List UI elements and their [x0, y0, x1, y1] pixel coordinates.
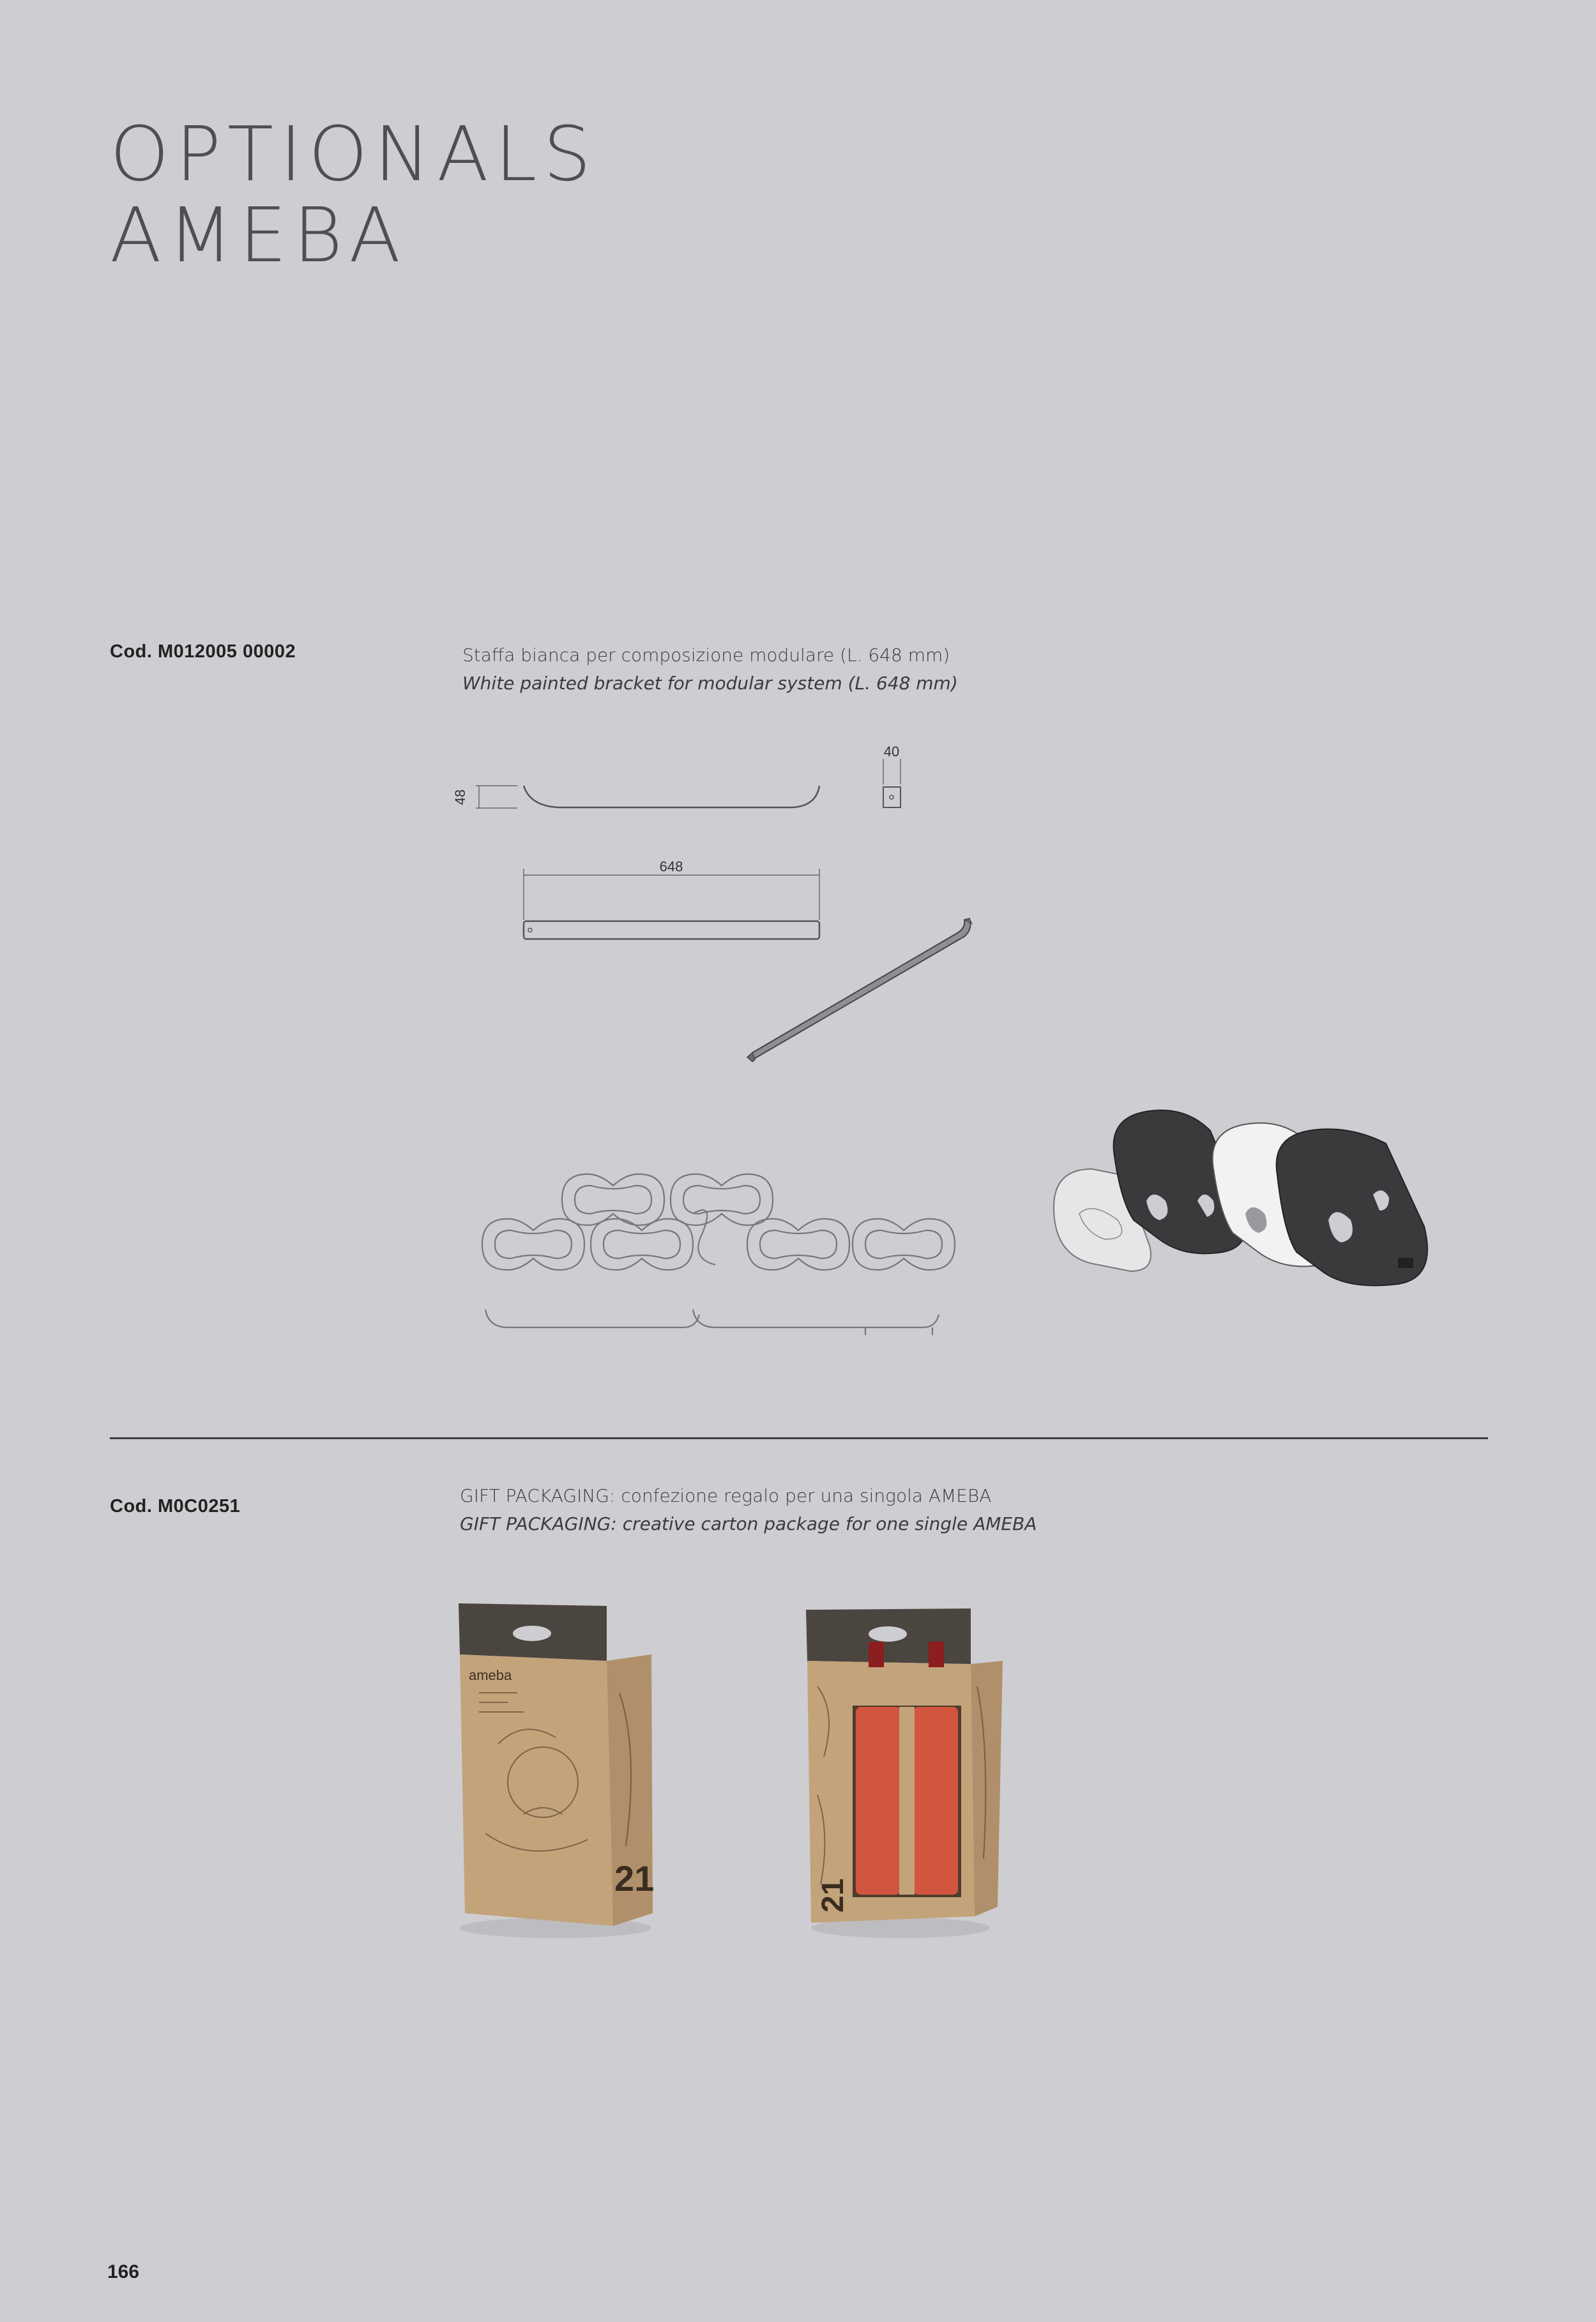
- ameba-3d-rendering: [1047, 1092, 1494, 1348]
- svg-text:21: 21: [816, 1878, 850, 1913]
- section-divider: [110, 1437, 1488, 1439]
- page-number: 166: [107, 2261, 140, 2282]
- bracket-top-view: [524, 869, 819, 939]
- gift-box-closed-photo: [447, 1591, 664, 1948]
- description-it: Staffa bianca per composizione modulare (L. 648 mm): [462, 645, 950, 666]
- page-title: [110, 110, 598, 279]
- bracket-3d-view: [747, 919, 972, 1062]
- product-description-gift-packaging: [460, 1482, 1037, 1538]
- bracket-technical-drawing: [447, 735, 1022, 1118]
- gift-box-open-photo: [792, 1591, 1009, 1948]
- product-description-bracket: [462, 641, 958, 698]
- box-label: ameba: [469, 1667, 512, 1683]
- dim-length-label: 648: [659, 859, 683, 875]
- title-line-ameba: AMEBA: [110, 191, 407, 279]
- box-number: 21: [614, 1858, 655, 1898]
- bracket-end-view: [883, 759, 901, 807]
- title-line-optionals: OPTIONALS: [110, 110, 598, 198]
- description-en: GIFT PACKAGING: creative carton package for one single AMEBA: [460, 1513, 1037, 1534]
- product-code-gift-packaging: Cod. M0C0251: [110, 1496, 241, 1516]
- dim-height-label: 48: [452, 789, 468, 806]
- modular-composition-drawing: [473, 1163, 971, 1341]
- description-it: GIFT PACKAGING: confezione regalo per una singola AMEBA: [460, 1485, 992, 1506]
- description-en: White painted bracket for modular system (L. 648 mm): [462, 673, 958, 694]
- dim-depth-label: 40: [883, 744, 900, 760]
- product-code-bracket: Cod. M012005 00002: [110, 641, 296, 662]
- bracket-side-view: [476, 786, 819, 808]
